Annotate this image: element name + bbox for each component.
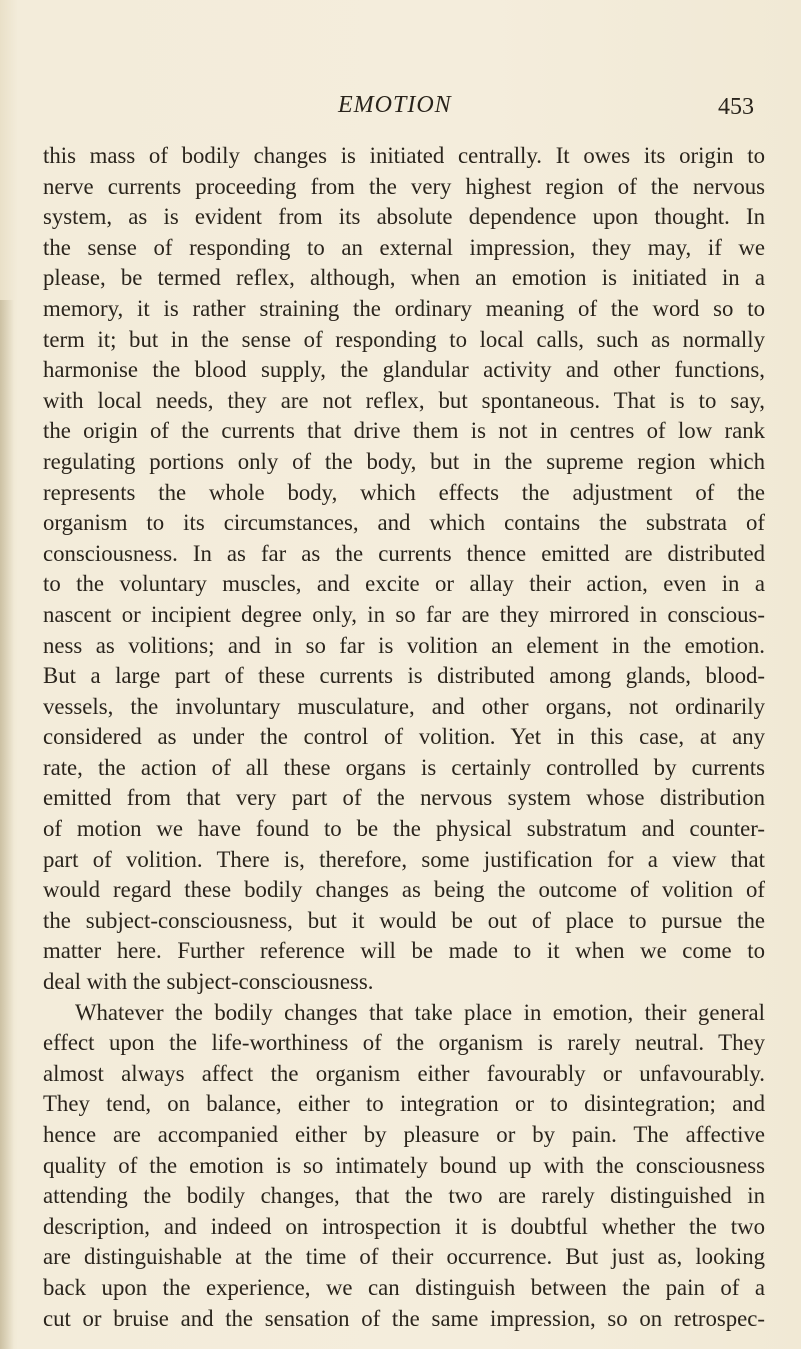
- paragraph-last-line: deal with the subject-consciousness.: [43, 969, 374, 995]
- text-line: are distinguishable at the time of their occurrence. But just as, looking: [43, 1244, 765, 1270]
- text-line: harmonise the blood supply, the glandular activity and other functions,: [43, 357, 765, 383]
- text-line: part of volition. There is, therefore, some justification for a view that: [43, 846, 765, 872]
- text-line: would regard these bodily changes as being the outcome of volition of: [43, 877, 765, 903]
- page-number: 453: [718, 94, 754, 120]
- text-line: quality of the emotion is so intimately bound up with the consciousness: [43, 1152, 765, 1178]
- text-line: organism to its circumstances, and which contains the substrata of: [43, 510, 765, 536]
- text-line: please, be termed reflex, although, when an emotion is initiated in a: [43, 265, 765, 291]
- text-line: to the voluntary muscles, and excite or allay their action, even in a: [43, 571, 765, 597]
- text-line: attending the bodily changes, that the two are rarely distinguished in: [43, 1183, 765, 1209]
- text-line: this mass of bodily changes is initiated centrally. It owes its origin to: [43, 143, 765, 168]
- text-line: the subject-consciousness, but it would be out of place to pursue the: [43, 907, 765, 933]
- text-line: emitted from that very part of the nervous system whose distribution: [43, 785, 765, 811]
- text-line: nascent or incipient degree only, in so far are they mirrored in conscious-: [43, 601, 765, 627]
- text-line: represents the whole body, which effects the adjustment of the: [43, 479, 765, 505]
- text-line: considered as under the control of volition. Yet in this case, at any: [43, 724, 765, 750]
- text-line: ness as volitions; and in so far is volition an element in the emotion.: [43, 632, 765, 658]
- paragraph-first-line: Whatever the bodily changes that take place in emotion, their general: [75, 999, 765, 1025]
- text-line: of motion we have found to be the physical substratum and counter-: [43, 816, 765, 842]
- body-text: [43, 141, 765, 1334]
- text-line: the origin of the currents that drive them is not in centres of low rank: [43, 418, 765, 444]
- gutter-shadow: [0, 300, 14, 1349]
- text-line: effect upon the life-worthiness of the organism is rarely neutral. They: [43, 1030, 765, 1056]
- text-line: matter here. Further reference will be made to it when we come to: [43, 938, 765, 964]
- text-line: rate, the action of all these organs is certainly controlled by currents: [43, 754, 765, 780]
- text-line: term it; but in the sense of responding to local calls, such as normally: [43, 326, 765, 352]
- text-line: vessels, the involuntary musculature, and other organs, not ordinarily: [43, 693, 765, 719]
- text-line: system, as is evident from its absolute dependence upon thought. In: [43, 204, 765, 230]
- running-head: [0, 92, 801, 132]
- text-line: They tend, on balance, either to integration or to disintegration; and: [43, 1091, 765, 1117]
- text-line: cut or bruise and the sensation of the same impression, so on retrospec-: [43, 1305, 765, 1331]
- text-line: But a large part of these currents is distributed among glands, blood-: [43, 663, 765, 689]
- text-line: memory, it is rather straining the ordinary meaning of the word so to: [43, 295, 765, 321]
- text-line: description, and indeed on introspection it is doubtful whether the two: [43, 1213, 765, 1239]
- text-line: almost always affect the organism either favourably or unfavourably.: [43, 1060, 765, 1086]
- text-line: hence are accompanied either by pleasure or by pain. The affective: [43, 1122, 765, 1147]
- text-line: nerve currents proceeding from the very highest region of the nervous: [43, 173, 765, 199]
- text-line: regulating portions only of the body, but in the supreme region which: [43, 448, 765, 474]
- text-line: with local needs, they are not reflex, but spontaneous. That is to say,: [43, 387, 765, 413]
- running-title: EMOTION: [338, 92, 452, 118]
- text-line: back upon the experience, we can distinguish between the pain of a: [43, 1274, 765, 1300]
- text-line: consciousness. In as far as the currents thence emitted are distributed: [43, 540, 765, 566]
- text-line: the sense of responding to an external impression, they may, if we: [43, 234, 765, 260]
